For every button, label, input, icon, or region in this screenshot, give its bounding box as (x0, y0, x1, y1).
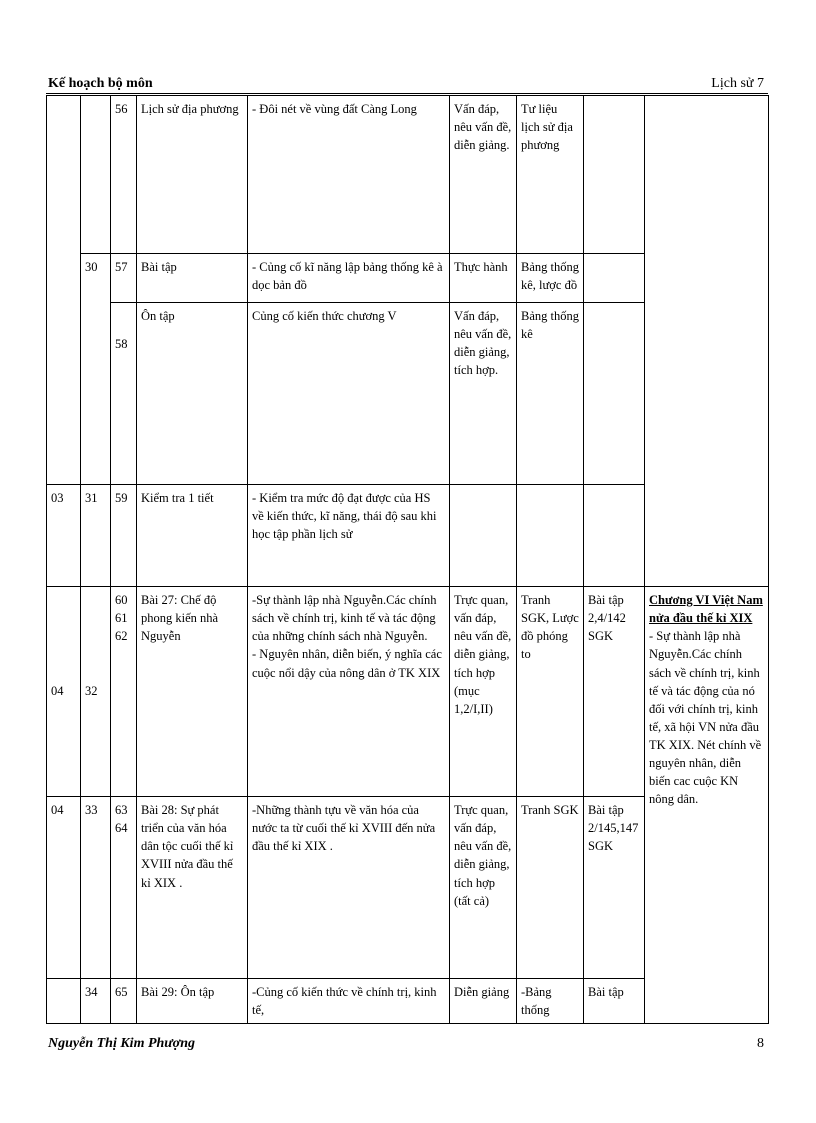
table-row (47, 96, 769, 254)
goal-cell: - Kiểm tra mức độ đạt được của HS về kiến thức, kĩ năng, thái độ sau khi học tập phần lịch sử (248, 485, 450, 587)
goal-cell: -Củng cố kiến thức về chính trị, kinh tế, (248, 979, 450, 1024)
homework-cell: Bài tập (584, 979, 645, 1024)
method-cell: Vấn đáp, nêu vấn đề, diễn giảng, tích hợp. (450, 303, 517, 485)
lesson-cell: Bài 29: Ôn tập (137, 979, 248, 1024)
lesson-cell: Kiểm tra 1 tiết (137, 485, 248, 587)
chapter-text: - Sự thành lập nhà Nguyễn.Các chính sách về chính trị, kinh tế và tác động của nó đối với chính trị, kinh tế, xã hội VN nửa đầu TK XIX. Nét chính về nguyên nhân, diễn biến cac cuộc KN nông dân. (649, 629, 762, 807)
material-cell: Tư liệu lịch sử địa phương (517, 96, 584, 254)
material-cell (517, 485, 584, 587)
goal-text: -Sự thành lập nhà Nguyễn.Các chính sách về chính trị, kinh tế và tác động của những chính sách nhà Nguyễn. (252, 593, 437, 644)
chapter-summary-cell (645, 587, 769, 1024)
homework-cell: Bài tập 2,4/142 SGK (584, 587, 645, 797)
lesson-cell: Bài 27: Chế độ phong kiến nhà Nguyễn (137, 587, 248, 797)
month-cell (47, 96, 81, 485)
month-cell (47, 979, 81, 1024)
period-cell: 56 (111, 96, 137, 254)
lesson-plan-table (46, 95, 769, 1024)
period-cell: 65 (111, 979, 137, 1024)
header-subject-plan: Kế hoạch bộ môn (48, 76, 153, 91)
material-cell: Bảng thống kê, lược đồ (517, 254, 584, 303)
table-row (47, 587, 769, 797)
method-cell: Trực quan, vấn đáp, nêu vấn đề, diễn giảng, tích hợp (mục 1,2/I,II) (450, 587, 517, 797)
goal-cell: -Những thành tựu về văn hóa của nước ta từ cuối thế kỉ XVIII đến nửa đầu thế kỉ XIX . (248, 797, 450, 979)
homework-cell (584, 485, 645, 587)
week-cell (81, 96, 111, 254)
header-divider (46, 93, 768, 94)
chapter-title: Chương VI Việt Nam nửa đầu thế kỉ XIX (649, 593, 763, 626)
week-cell: 33 (81, 797, 111, 979)
method-cell: Vấn đáp, nêu vấn đề, diễn giảng. (450, 96, 517, 254)
footer-author: Nguyễn Thị Kim Phượng (48, 1036, 195, 1051)
week-cell: 30 (81, 254, 111, 485)
lesson-cell: Lịch sử địa phương (137, 96, 248, 254)
lesson-cell: Bài 28: Sự phát triển của văn hóa dân tộc cuối thế kỉ XVIII nửa đầu thế kỉ XIX . (137, 797, 248, 979)
method-cell: Diễn giảng (450, 979, 517, 1024)
month-cell: 03 (47, 485, 81, 587)
header-course: Lịch sử 7 (711, 76, 764, 91)
month-cell: 04 (47, 797, 81, 979)
goal-text: - Nguyên nhân, diễn biến, ý nghĩa các cuộc nổi dậy của nông dân ở TK XIX (252, 647, 442, 680)
method-cell: Thực hành (450, 254, 517, 303)
homework-cell (584, 254, 645, 303)
period-cell: 57 (111, 254, 137, 303)
goal-cell: - Củng cố kĩ năng lập bảng thống kê à dọc bản đồ (248, 254, 450, 303)
week-cell: 31 (81, 485, 111, 587)
period-cell: 59 (111, 485, 137, 587)
material-cell: Tranh SGK (517, 797, 584, 979)
period-number: 58 (115, 337, 128, 351)
period-cell: 63 64 (111, 797, 137, 979)
material-cell: Tranh SGK, Lược đồ phóng to (517, 587, 584, 797)
chapter-cell (645, 96, 769, 587)
goal-cell (248, 587, 450, 797)
goal-cell: - Đôi nét về vùng đất Càng Long (248, 96, 450, 254)
method-cell: Trực quan, vấn đáp, nêu vấn đề, diễn giảng, tích hợp (tất cả) (450, 797, 517, 979)
week-cell: 34 (81, 979, 111, 1024)
page-number: 8 (757, 1036, 764, 1051)
period-cell: 60 61 62 (111, 587, 137, 797)
homework-cell (584, 303, 645, 485)
month-cell: 04 (47, 587, 81, 797)
material-cell: -Bảng thống (517, 979, 584, 1024)
week-cell: 32 (81, 587, 111, 797)
goal-cell: Củng cố kiến thức chương V (248, 303, 450, 485)
lesson-cell: Ôn tập (137, 303, 248, 485)
homework-cell (584, 96, 645, 254)
homework-cell: Bài tập 2/145,147 SGK (584, 797, 645, 979)
material-cell: Bảng thống kê (517, 303, 584, 485)
method-cell (450, 485, 517, 587)
lesson-cell: Bài tập (137, 254, 248, 303)
period-cell (111, 303, 137, 485)
